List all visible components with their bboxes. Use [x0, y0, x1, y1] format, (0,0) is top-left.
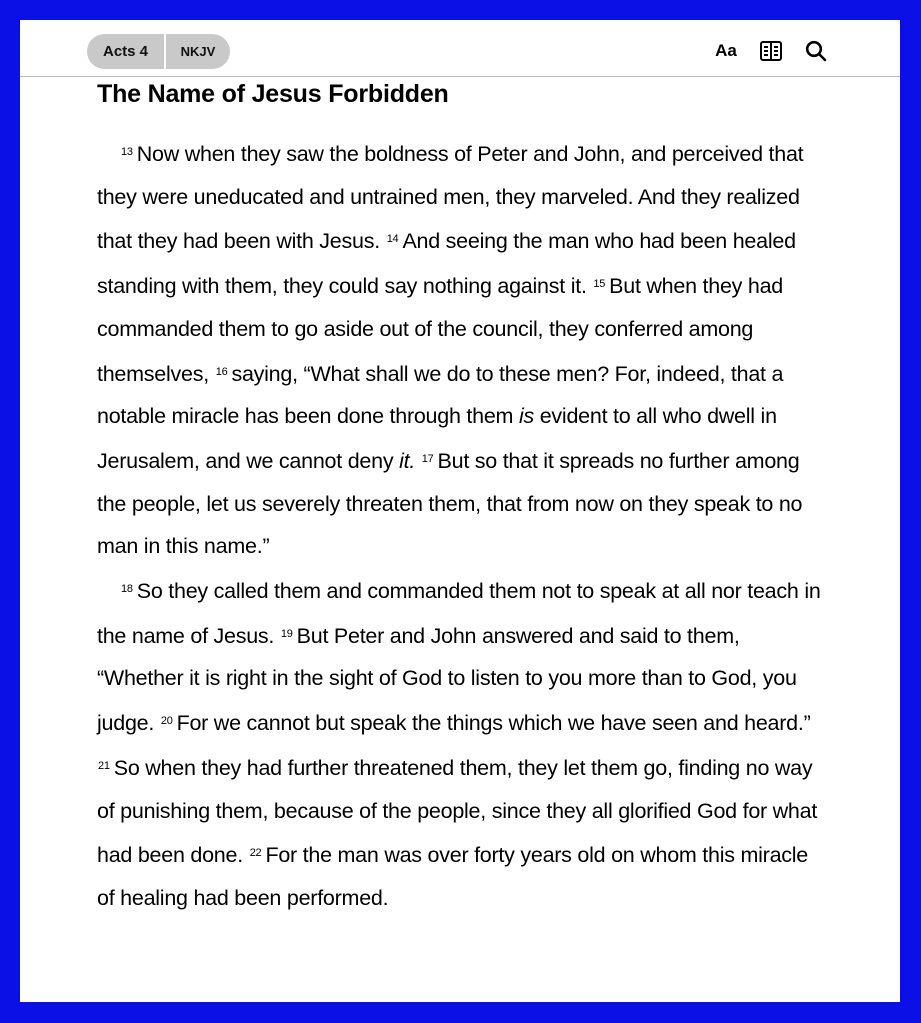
verse-number: 14 — [386, 233, 399, 246]
verse-number: 19 — [280, 627, 293, 640]
italic-word: it. — [399, 448, 416, 473]
verse-text: But when they had commanded them to go aside out of the council, they conferred among themselves, — [97, 274, 784, 386]
verse-number: 18 — [121, 583, 133, 596]
verse-text: Now when they saw the boldness of Peter and John, and perceived that they were uneducated and untrained men, they marveled. And they realized that they had been with Jesus. — [97, 142, 804, 254]
verse-number: 20 — [160, 715, 173, 728]
reader-toolbar — [20, 20, 900, 77]
verse-number: 16 — [215, 365, 228, 378]
verse-text: For we cannot but speak the things which we have seen and heard.” — [176, 711, 811, 736]
verse-text: saying, “What shall we do to these men? For, indeed, that a notable miracle has been done through them — [97, 361, 784, 429]
verse-number: 22 — [249, 847, 262, 860]
verse-number: 15 — [593, 278, 606, 291]
verse-text: But Peter and John answered and said to them, “Whether it is right in the sight of God to listen to you more than to God, you judge. — [97, 623, 797, 736]
verse-number: 13 — [121, 146, 133, 158]
text-size-button[interactable]: Aa — [715, 41, 737, 60]
verse-text: For the man was over forty years old on whom this miracle of healing had been performed. — [97, 843, 809, 910]
search-icon[interactable] — [804, 38, 828, 64]
paragraph — [97, 131, 827, 568]
italic-word: is — [518, 404, 534, 429]
verse-number: 21 — [98, 759, 110, 772]
verse-text: So when they had further threatened them, they let them go, finding no way of punishing them, because of the people, since they all glorified God for what had been done. — [97, 755, 818, 868]
verse-text: evident to all who dwell in Jerusalem, and we cannot deny — [97, 404, 777, 473]
toolbar-actions — [712, 38, 828, 64]
chapter-content — [97, 76, 827, 920]
reader-window — [20, 20, 900, 1002]
section-heading: The Name of Jesus Forbidden — [97, 80, 449, 108]
verse-number: 17 — [421, 452, 434, 465]
verse-text: And seeing the man who had been healed standing with them, they could say nothing against it. — [97, 229, 796, 299]
parallel-icon[interactable] — [758, 38, 784, 64]
passage-selector — [87, 34, 230, 69]
verse-text: But so that it spreads no further among the people, let us severely threaten them, that from now on they speak to no man in this name.” — [97, 448, 803, 559]
version-button[interactable]: NKJV — [180, 44, 216, 59]
book-chapter-button[interactable]: Acts 4 — [102, 43, 149, 60]
paragraph — [97, 568, 827, 920]
verse-text: So they called them and commanded them not to speak at all nor teach in the name of Jesus. — [97, 579, 821, 648]
